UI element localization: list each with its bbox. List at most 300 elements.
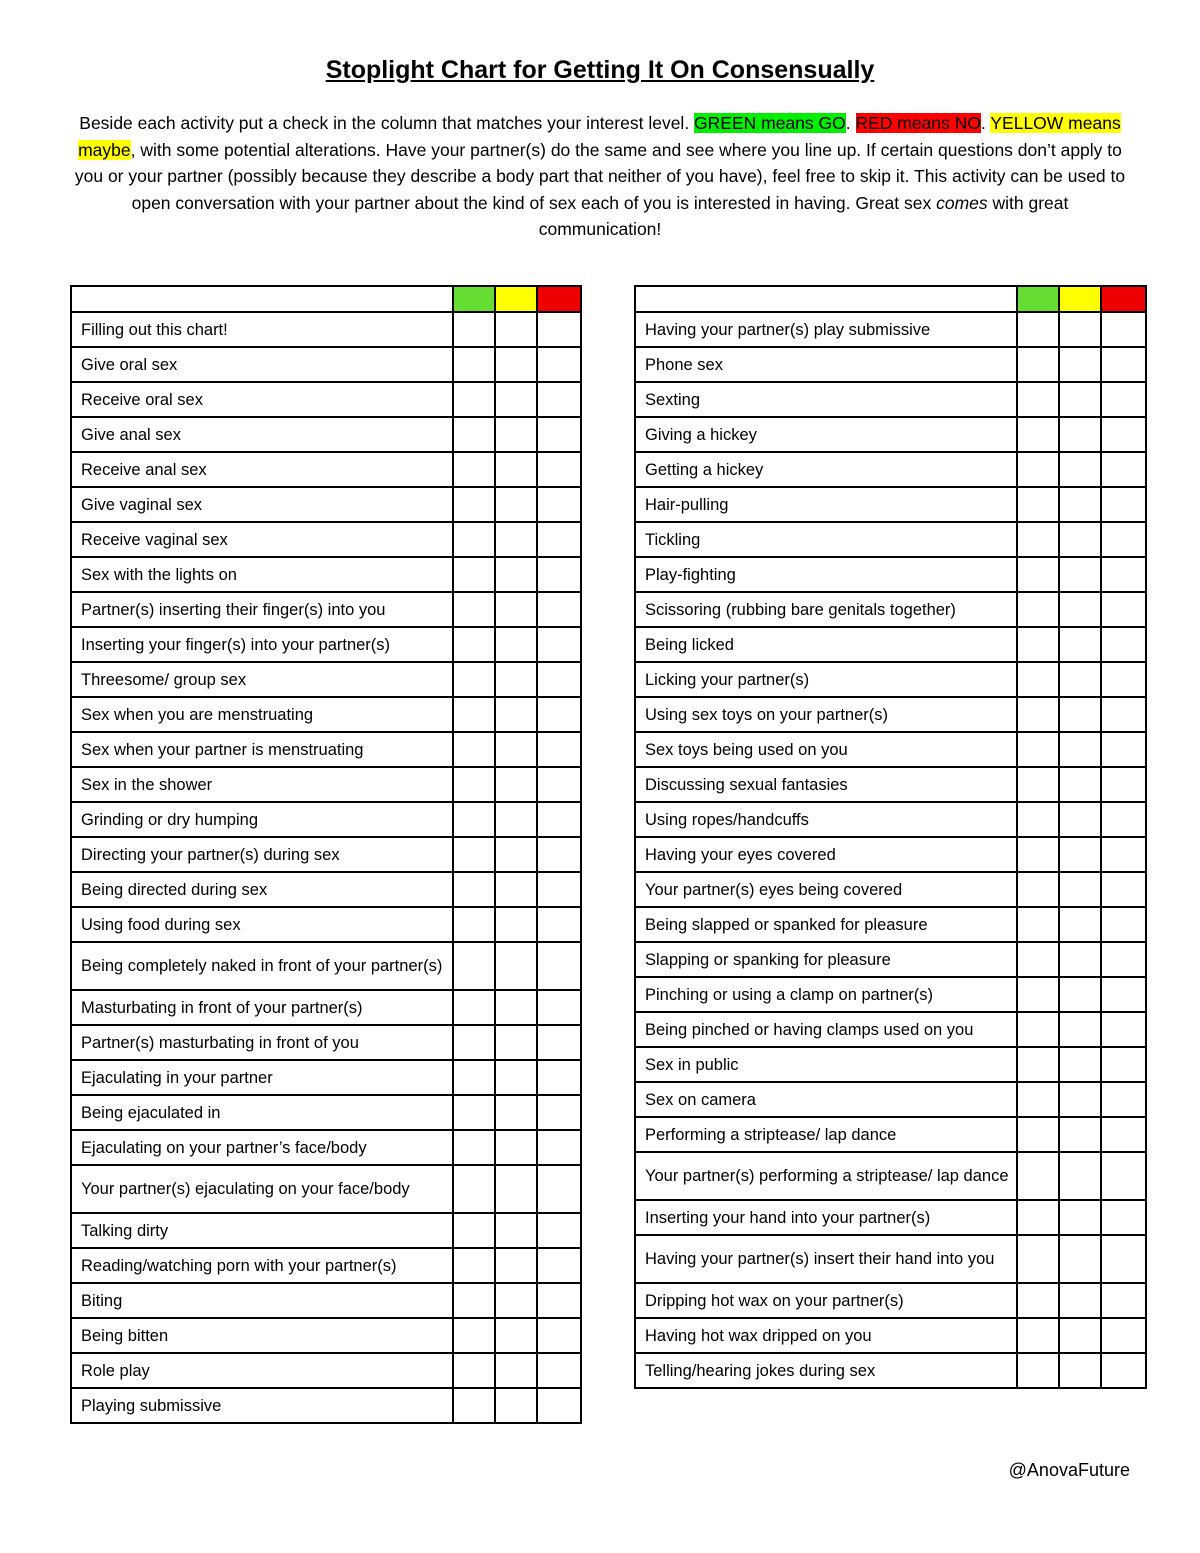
- yellow-header-cell: [1059, 286, 1101, 312]
- activity-label: Using ropes/handcuffs: [635, 802, 1017, 837]
- red-check-cell[interactable]: [1101, 417, 1146, 452]
- activity-row: [635, 662, 1146, 697]
- activity-row: [71, 802, 581, 837]
- activity-row: [635, 942, 1146, 977]
- header-row: [71, 286, 581, 312]
- left-table-body: [71, 286, 581, 1423]
- red-check-cell[interactable]: [1101, 697, 1146, 732]
- activity-label: Dripping hot wax on your partner(s): [635, 1283, 1017, 1318]
- green-check-cell[interactable]: [1017, 382, 1059, 417]
- red-check-cell[interactable]: [537, 1130, 581, 1165]
- yellow-check-cell[interactable]: [495, 662, 537, 697]
- left-activity-table: [70, 285, 582, 1424]
- activity-label: Your partner(s) performing a striptease/ lap dance: [635, 1152, 1017, 1200]
- red-check-cell[interactable]: [537, 1388, 581, 1423]
- yellow-check-cell[interactable]: [495, 1213, 537, 1248]
- yellow-check-cell[interactable]: [1059, 522, 1101, 557]
- intro-emphasis: comes: [936, 192, 988, 213]
- activity-header-cell: [71, 286, 453, 312]
- green-check-cell[interactable]: [1017, 837, 1059, 872]
- yellow-check-cell[interactable]: [495, 522, 537, 557]
- red-check-cell[interactable]: [537, 802, 581, 837]
- green-check-cell[interactable]: [1017, 732, 1059, 767]
- activity-row: [71, 627, 581, 662]
- author-handle: @AnovaFuture: [1008, 1460, 1130, 1480]
- red-check-cell[interactable]: [537, 557, 581, 592]
- activity-label: Having your partner(s) play submissive: [635, 312, 1017, 347]
- green-check-cell[interactable]: [1017, 347, 1059, 382]
- red-check-cell[interactable]: [537, 1213, 581, 1248]
- red-check-cell[interactable]: [1101, 767, 1146, 802]
- red-check-cell[interactable]: [1101, 802, 1146, 837]
- red-check-cell[interactable]: [1101, 1200, 1146, 1235]
- green-check-cell[interactable]: [453, 592, 495, 627]
- activity-label: Being pinched or having clamps used on you: [635, 1012, 1017, 1047]
- activity-row: [635, 557, 1146, 592]
- green-check-cell[interactable]: [1017, 942, 1059, 977]
- activity-label: Your partner(s) ejaculating on your face/body: [71, 1165, 453, 1213]
- activity-row: [635, 417, 1146, 452]
- red-check-cell[interactable]: [1101, 382, 1146, 417]
- activity-label: Sex when you are menstruating: [71, 697, 453, 732]
- activity-row: [635, 1012, 1146, 1047]
- yellow-check-cell[interactable]: [1059, 1353, 1101, 1388]
- activity-row: [71, 1130, 581, 1165]
- green-check-cell[interactable]: [453, 1353, 495, 1388]
- red-header-cell: [1101, 286, 1146, 312]
- activity-label: Telling/hearing jokes during sex: [635, 1353, 1017, 1388]
- red-check-cell[interactable]: [537, 627, 581, 662]
- activity-label: Scissoring (rubbing bare genitals together): [635, 592, 1017, 627]
- red-check-cell[interactable]: [537, 382, 581, 417]
- activity-label: Ejaculating on your partner’s face/body: [71, 1130, 453, 1165]
- activity-label: Sex in public: [635, 1047, 1017, 1082]
- activity-label: Having your eyes covered: [635, 837, 1017, 872]
- yellow-check-cell[interactable]: [495, 452, 537, 487]
- activity-label: Being completely naked in front of your partner(s): [71, 942, 453, 990]
- yellow-check-cell[interactable]: [1059, 872, 1101, 907]
- activity-row: [635, 452, 1146, 487]
- yellow-check-cell[interactable]: [495, 1318, 537, 1353]
- green-check-cell[interactable]: [453, 837, 495, 872]
- green-check-cell[interactable]: [453, 802, 495, 837]
- red-check-cell[interactable]: [1101, 1283, 1146, 1318]
- activity-label: Having your partner(s) insert their hand into you: [635, 1235, 1017, 1283]
- red-check-cell[interactable]: [1101, 1047, 1146, 1082]
- activity-row: [71, 1388, 581, 1423]
- red-check-cell[interactable]: [1101, 662, 1146, 697]
- yellow-check-cell[interactable]: [1059, 907, 1101, 942]
- red-check-cell[interactable]: [1101, 1353, 1146, 1388]
- red-check-cell[interactable]: [1101, 732, 1146, 767]
- yellow-check-cell[interactable]: [1059, 767, 1101, 802]
- yellow-check-cell[interactable]: [495, 1130, 537, 1165]
- yellow-check-cell[interactable]: [1059, 977, 1101, 1012]
- activity-row: [635, 1283, 1146, 1318]
- green-check-cell[interactable]: [453, 1283, 495, 1318]
- green-check-cell[interactable]: [453, 627, 495, 662]
- activity-label: Hair-pulling: [635, 487, 1017, 522]
- activity-label: Being slapped or spanked for pleasure: [635, 907, 1017, 942]
- green-check-cell[interactable]: [1017, 1152, 1059, 1200]
- green-check-cell[interactable]: [453, 907, 495, 942]
- activity-row: [71, 382, 581, 417]
- yellow-check-cell[interactable]: [1059, 1117, 1101, 1152]
- red-check-cell[interactable]: [537, 417, 581, 452]
- yellow-check-cell[interactable]: [1059, 417, 1101, 452]
- yellow-check-cell[interactable]: [1059, 802, 1101, 837]
- activity-row: [71, 557, 581, 592]
- green-check-cell[interactable]: [1017, 977, 1059, 1012]
- red-check-cell[interactable]: [537, 1095, 581, 1130]
- activity-row: [71, 1060, 581, 1095]
- activity-row: [71, 1318, 581, 1353]
- green-check-cell[interactable]: [1017, 1047, 1059, 1082]
- yellow-check-cell[interactable]: [1059, 1012, 1101, 1047]
- yellow-check-cell[interactable]: [1059, 1235, 1101, 1283]
- yellow-check-cell[interactable]: [1059, 487, 1101, 522]
- red-check-cell[interactable]: [537, 697, 581, 732]
- red-check-cell[interactable]: [1101, 1235, 1146, 1283]
- activity-label: Partner(s) inserting their finger(s) into you: [71, 592, 453, 627]
- yellow-check-cell[interactable]: [1059, 1047, 1101, 1082]
- yellow-header-cell: [495, 286, 537, 312]
- green-check-cell[interactable]: [453, 1213, 495, 1248]
- activity-label: Being ejaculated in: [71, 1095, 453, 1130]
- red-check-cell[interactable]: [537, 1353, 581, 1388]
- activity-row: [71, 452, 581, 487]
- yellow-check-cell[interactable]: [495, 697, 537, 732]
- activity-row: [635, 907, 1146, 942]
- yellow-check-cell[interactable]: [1059, 347, 1101, 382]
- green-check-cell[interactable]: [1017, 452, 1059, 487]
- red-check-cell[interactable]: [537, 942, 581, 990]
- activity-row: [71, 312, 581, 347]
- activity-label: Sex with the lights on: [71, 557, 453, 592]
- yellow-check-cell[interactable]: [495, 942, 537, 990]
- yellow-check-cell[interactable]: [1059, 942, 1101, 977]
- red-check-cell[interactable]: [537, 907, 581, 942]
- green-check-cell[interactable]: [453, 1318, 495, 1353]
- green-check-cell[interactable]: [453, 1165, 495, 1213]
- red-check-cell[interactable]: [537, 347, 581, 382]
- yellow-check-cell[interactable]: [495, 382, 537, 417]
- red-check-cell[interactable]: [1101, 837, 1146, 872]
- activity-label: Partner(s) masturbating in front of you: [71, 1025, 453, 1060]
- green-check-cell[interactable]: [453, 1248, 495, 1283]
- green-check-cell[interactable]: [453, 312, 495, 347]
- activity-label: Being bitten: [71, 1318, 453, 1353]
- activity-row: [635, 1047, 1146, 1082]
- yellow-check-cell[interactable]: [495, 1353, 537, 1388]
- activity-label: Having hot wax dripped on you: [635, 1318, 1017, 1353]
- green-check-cell[interactable]: [1017, 802, 1059, 837]
- green-check-cell[interactable]: [1017, 1283, 1059, 1318]
- activity-label: Sex toys being used on you: [635, 732, 1017, 767]
- green-check-cell[interactable]: [453, 347, 495, 382]
- red-check-cell[interactable]: [537, 592, 581, 627]
- red-check-cell[interactable]: [1101, 592, 1146, 627]
- green-check-cell[interactable]: [453, 557, 495, 592]
- header-row: [635, 286, 1146, 312]
- red-check-cell[interactable]: [1101, 1117, 1146, 1152]
- activity-row: [71, 990, 581, 1025]
- green-check-cell[interactable]: [453, 1095, 495, 1130]
- yellow-check-cell[interactable]: [495, 1060, 537, 1095]
- activity-label: Discussing sexual fantasies: [635, 767, 1017, 802]
- activity-label: Sex in the shower: [71, 767, 453, 802]
- yellow-check-cell[interactable]: [495, 347, 537, 382]
- red-check-cell[interactable]: [1101, 872, 1146, 907]
- red-check-cell[interactable]: [537, 732, 581, 767]
- activity-row: [635, 1082, 1146, 1117]
- activity-row: [635, 872, 1146, 907]
- red-check-cell[interactable]: [1101, 1152, 1146, 1200]
- activity-label: Sex when your partner is menstruating: [71, 732, 453, 767]
- activity-label: Grinding or dry humping: [71, 802, 453, 837]
- red-check-cell[interactable]: [1101, 487, 1146, 522]
- activity-row: [635, 1235, 1146, 1283]
- activity-label: Reading/watching porn with your partner(s): [71, 1248, 453, 1283]
- activity-row: [71, 1165, 581, 1213]
- yellow-check-cell[interactable]: [1059, 1152, 1101, 1200]
- activity-row: [635, 347, 1146, 382]
- activity-row: [635, 1200, 1146, 1235]
- green-check-cell[interactable]: [1017, 1353, 1059, 1388]
- green-check-cell[interactable]: [1017, 487, 1059, 522]
- activity-row: [71, 1025, 581, 1060]
- green-check-cell[interactable]: [453, 1025, 495, 1060]
- activity-label: Filling out this chart!: [71, 312, 453, 347]
- green-check-cell[interactable]: [1017, 662, 1059, 697]
- yellow-check-cell[interactable]: [495, 767, 537, 802]
- activity-label: Using food during sex: [71, 907, 453, 942]
- yellow-check-cell[interactable]: [1059, 837, 1101, 872]
- red-check-cell[interactable]: [537, 1025, 581, 1060]
- activity-row: [71, 417, 581, 452]
- activity-row: [71, 1283, 581, 1318]
- green-check-cell[interactable]: [1017, 312, 1059, 347]
- yellow-check-cell[interactable]: [495, 312, 537, 347]
- red-check-cell[interactable]: [537, 1318, 581, 1353]
- activity-row: [635, 837, 1146, 872]
- green-check-cell[interactable]: [1017, 1200, 1059, 1235]
- red-highlight: RED means NO: [855, 113, 981, 133]
- activity-label: Being directed during sex: [71, 872, 453, 907]
- activity-row: [71, 942, 581, 990]
- activity-label: Directing your partner(s) during sex: [71, 837, 453, 872]
- activity-label: Slapping or spanking for pleasure: [635, 942, 1017, 977]
- yellow-check-cell[interactable]: [495, 592, 537, 627]
- yellow-check-cell[interactable]: [1059, 662, 1101, 697]
- green-check-cell[interactable]: [1017, 592, 1059, 627]
- green-highlight: GREEN means GO: [694, 113, 846, 133]
- activity-label: Give oral sex: [71, 347, 453, 382]
- activity-row: [635, 382, 1146, 417]
- red-check-cell[interactable]: [537, 837, 581, 872]
- red-check-cell[interactable]: [537, 312, 581, 347]
- activity-row: [71, 522, 581, 557]
- activity-row: [635, 1353, 1146, 1388]
- activity-label: Inserting your hand into your partner(s): [635, 1200, 1017, 1235]
- green-check-cell[interactable]: [453, 417, 495, 452]
- yellow-check-cell[interactable]: [1059, 697, 1101, 732]
- activity-label: Receive oral sex: [71, 382, 453, 417]
- activity-row: [71, 1353, 581, 1388]
- yellow-check-cell[interactable]: [495, 802, 537, 837]
- green-check-cell[interactable]: [1017, 1082, 1059, 1117]
- activity-label: Receive vaginal sex: [71, 522, 453, 557]
- yellow-check-cell[interactable]: [495, 1165, 537, 1213]
- red-check-cell[interactable]: [537, 990, 581, 1025]
- yellow-check-cell[interactable]: [1059, 1283, 1101, 1318]
- activity-label: Ejaculating in your partner: [71, 1060, 453, 1095]
- green-check-cell[interactable]: [1017, 872, 1059, 907]
- red-check-cell[interactable]: [1101, 1012, 1146, 1047]
- activity-label: Using sex toys on your partner(s): [635, 697, 1017, 732]
- yellow-check-cell[interactable]: [1059, 1200, 1101, 1235]
- red-check-cell[interactable]: [1101, 942, 1146, 977]
- green-check-cell[interactable]: [1017, 1235, 1059, 1283]
- green-check-cell[interactable]: [453, 382, 495, 417]
- activity-label: Performing a striptease/ lap dance: [635, 1117, 1017, 1152]
- yellow-check-cell[interactable]: [495, 1388, 537, 1423]
- activity-label: Pinching or using a clamp on partner(s): [635, 977, 1017, 1012]
- red-check-cell[interactable]: [537, 1248, 581, 1283]
- yellow-check-cell[interactable]: [495, 1248, 537, 1283]
- green-check-cell[interactable]: [1017, 1318, 1059, 1353]
- activity-label: Phone sex: [635, 347, 1017, 382]
- yellow-check-cell[interactable]: [1059, 1082, 1101, 1117]
- yellow-check-cell[interactable]: [1059, 382, 1101, 417]
- yellow-check-cell[interactable]: [495, 837, 537, 872]
- red-check-cell[interactable]: [1101, 907, 1146, 942]
- red-check-cell[interactable]: [537, 662, 581, 697]
- red-check-cell[interactable]: [1101, 1082, 1146, 1117]
- activity-label: Tickling: [635, 522, 1017, 557]
- red-check-cell[interactable]: [537, 1283, 581, 1318]
- yellow-check-cell[interactable]: [1059, 312, 1101, 347]
- yellow-check-cell[interactable]: [1059, 732, 1101, 767]
- activity-label: Give vaginal sex: [71, 487, 453, 522]
- green-check-cell[interactable]: [1017, 417, 1059, 452]
- green-check-cell[interactable]: [453, 990, 495, 1025]
- red-check-cell[interactable]: [537, 872, 581, 907]
- green-check-cell[interactable]: [453, 942, 495, 990]
- activity-label: Masturbating in front of your partner(s): [71, 990, 453, 1025]
- activity-label: Being licked: [635, 627, 1017, 662]
- yellow-check-cell[interactable]: [495, 627, 537, 662]
- green-check-cell[interactable]: [453, 487, 495, 522]
- activity-row: [71, 872, 581, 907]
- activity-label: Getting a hickey: [635, 452, 1017, 487]
- activity-label: Inserting your finger(s) into your partner(s): [71, 627, 453, 662]
- red-check-cell[interactable]: [1101, 977, 1146, 1012]
- activity-row: [71, 1248, 581, 1283]
- yellow-check-cell[interactable]: [1059, 1318, 1101, 1353]
- red-check-cell[interactable]: [1101, 522, 1146, 557]
- red-check-cell[interactable]: [537, 487, 581, 522]
- activity-label: Talking dirty: [71, 1213, 453, 1248]
- activity-label: Your partner(s) eyes being covered: [635, 872, 1017, 907]
- yellow-check-cell[interactable]: [495, 417, 537, 452]
- green-check-cell[interactable]: [1017, 522, 1059, 557]
- activity-row: [635, 522, 1146, 557]
- red-check-cell[interactable]: [537, 1165, 581, 1213]
- yellow-check-cell[interactable]: [495, 1283, 537, 1318]
- yellow-check-cell[interactable]: [1059, 557, 1101, 592]
- red-check-cell[interactable]: [537, 522, 581, 557]
- red-check-cell[interactable]: [537, 452, 581, 487]
- red-check-cell[interactable]: [537, 1060, 581, 1095]
- red-header-cell: [537, 286, 581, 312]
- green-check-cell[interactable]: [1017, 1117, 1059, 1152]
- yellow-check-cell[interactable]: [1059, 592, 1101, 627]
- activity-row: [71, 767, 581, 802]
- green-check-cell[interactable]: [1017, 767, 1059, 802]
- green-check-cell[interactable]: [453, 872, 495, 907]
- activity-row: [71, 1213, 581, 1248]
- activity-row: [71, 732, 581, 767]
- yellow-check-cell[interactable]: [495, 1095, 537, 1130]
- activity-label: Sex on camera: [635, 1082, 1017, 1117]
- green-check-cell[interactable]: [453, 1388, 495, 1423]
- activity-row: [635, 1318, 1146, 1353]
- intro-paragraph: [70, 110, 1130, 243]
- red-check-cell[interactable]: [1101, 627, 1146, 662]
- red-check-cell[interactable]: [537, 767, 581, 802]
- red-check-cell[interactable]: [1101, 347, 1146, 382]
- activity-row: [635, 732, 1146, 767]
- red-check-cell[interactable]: [1101, 557, 1146, 592]
- green-header-cell: [1017, 286, 1059, 312]
- yellow-check-cell[interactable]: [495, 990, 537, 1025]
- red-check-cell[interactable]: [1101, 452, 1146, 487]
- activity-row: [635, 487, 1146, 522]
- yellow-check-cell[interactable]: [495, 732, 537, 767]
- green-check-cell[interactable]: [453, 452, 495, 487]
- page-title: Stoplight Chart for Getting It On Consensually: [325, 56, 875, 84]
- green-check-cell[interactable]: [1017, 907, 1059, 942]
- green-check-cell[interactable]: [1017, 627, 1059, 662]
- yellow-check-cell[interactable]: [495, 872, 537, 907]
- green-check-cell[interactable]: [453, 697, 495, 732]
- green-check-cell[interactable]: [453, 1130, 495, 1165]
- green-check-cell[interactable]: [1017, 1012, 1059, 1047]
- activity-label: Give anal sex: [71, 417, 453, 452]
- red-check-cell[interactable]: [1101, 312, 1146, 347]
- activity-label: Threesome/ group sex: [71, 662, 453, 697]
- yellow-check-cell[interactable]: [495, 1025, 537, 1060]
- red-check-cell[interactable]: [1101, 1318, 1146, 1353]
- green-check-cell[interactable]: [453, 522, 495, 557]
- yellow-check-cell[interactable]: [495, 557, 537, 592]
- yellow-check-cell[interactable]: [1059, 627, 1101, 662]
- green-check-cell[interactable]: [453, 732, 495, 767]
- yellow-check-cell[interactable]: [495, 487, 537, 522]
- green-header-cell: [453, 286, 495, 312]
- yellow-check-cell[interactable]: [495, 907, 537, 942]
- activity-row: [71, 487, 581, 522]
- activity-label: Licking your partner(s): [635, 662, 1017, 697]
- green-check-cell[interactable]: [453, 767, 495, 802]
- green-check-cell[interactable]: [453, 662, 495, 697]
- intro-text: with great communication!: [538, 192, 1069, 239]
- yellow-check-cell[interactable]: [1059, 452, 1101, 487]
- green-check-cell[interactable]: [1017, 697, 1059, 732]
- green-check-cell[interactable]: [1017, 557, 1059, 592]
- green-check-cell[interactable]: [453, 1060, 495, 1095]
